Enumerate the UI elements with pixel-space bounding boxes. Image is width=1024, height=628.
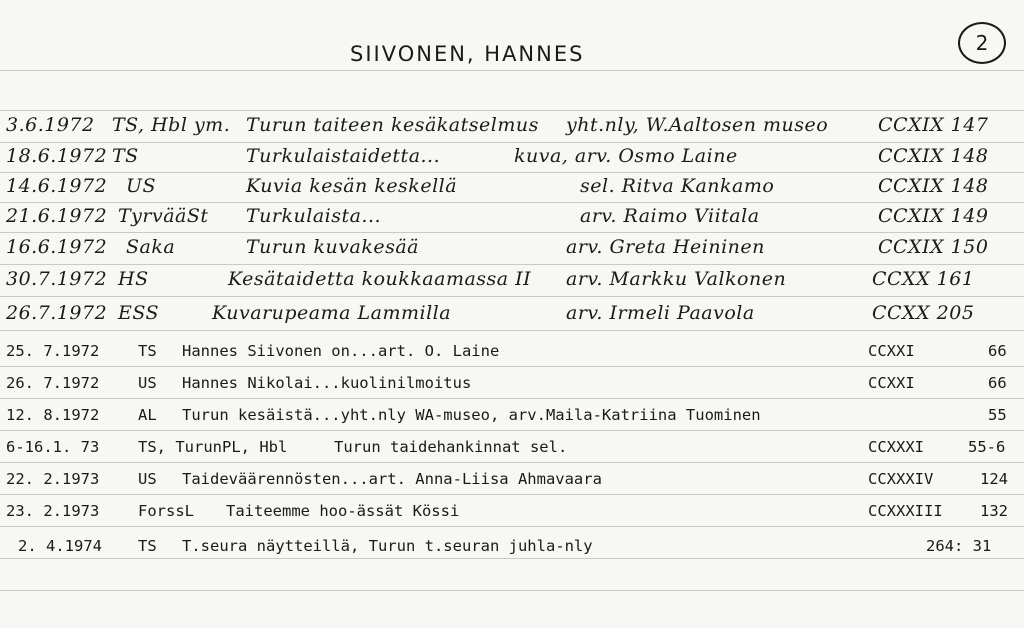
entry-title: Kuvia kesän keskellä <box>246 175 458 197</box>
ruled-line <box>0 70 1024 71</box>
ruled-line <box>0 330 1024 331</box>
entry-ref: CCXX 161 <box>872 268 975 290</box>
ruled-line <box>0 558 1024 559</box>
entry-date: 14.6.1972 <box>6 175 108 197</box>
entry-ref: CCXIX 149 <box>878 205 989 227</box>
entry-date: 25. 7.1972 <box>6 342 100 360</box>
ruled-line <box>0 366 1024 367</box>
entry-date: 18.6.1972 <box>6 145 108 167</box>
entry-date: 30.7.1972 <box>6 268 108 290</box>
entry-page: 66 <box>988 374 1007 392</box>
card-number <box>958 22 1006 64</box>
entry-source: ForssL <box>138 502 194 520</box>
ruled-line <box>0 398 1024 399</box>
entry-page: 66 <box>988 342 1007 360</box>
card-title: SIIVONEN, HANNES <box>350 42 585 66</box>
entry-title: Hannes Nikolai...kuolinilmoitus <box>182 374 472 392</box>
entry-ref: CCXX 205 <box>872 302 975 324</box>
entry-title: Turun kuvakesää <box>246 236 419 258</box>
ruled-line <box>0 526 1024 527</box>
ruled-line <box>0 202 1024 203</box>
entry-ref: CCXXXIII <box>868 502 943 520</box>
entry-date: 26. 7.1972 <box>6 374 100 392</box>
entry-source: US <box>138 374 157 392</box>
entry-ref: CCXIX 148 <box>878 175 989 197</box>
entry-source: TyrvääSt <box>118 205 209 227</box>
entry-source: TS <box>138 537 157 555</box>
ruled-line <box>0 494 1024 495</box>
entry-title: Turkulaista... <box>246 205 382 227</box>
entry-date: 26.7.1972 <box>6 302 108 324</box>
ruled-line <box>0 142 1024 143</box>
entry-page: 55-6 <box>968 438 1006 456</box>
ruled-line <box>0 232 1024 233</box>
entry-title: T.seura näytteillä, Turun t.seuran juhla-nly <box>182 537 593 555</box>
card-number-label: 2 <box>975 31 989 55</box>
entry-ref: CCXIX 150 <box>878 236 989 258</box>
entry-ref: CCXXXI <box>868 438 924 456</box>
entry-page: 264: 31 <box>926 537 992 555</box>
entry-title: Kesätaidetta koukkaamassa II <box>228 268 532 290</box>
entry-note: yht.nly, W.Aaltosen museo <box>566 114 829 136</box>
entry-date: 21.6.1972 <box>6 205 108 227</box>
entry-ref: CCXXI <box>868 374 915 392</box>
entry-title: Taideväärennösten...art. Anna-Liisa Ahmavaara <box>182 470 602 488</box>
entry-date: 6-16.1. 73 <box>6 438 100 456</box>
entry-title: Turun taidehankinnat sel. <box>334 438 568 456</box>
ruled-line <box>0 110 1024 111</box>
ruled-line <box>0 430 1024 431</box>
entry-source: AL <box>138 406 157 424</box>
ruled-line <box>0 590 1024 591</box>
entry-date: 2. 4.1974 <box>18 537 102 555</box>
entry-note: arv. Markku Valkonen <box>566 268 787 290</box>
entry-date: 3.6.1972 <box>6 114 95 136</box>
entry-date: 23. 2.1973 <box>6 502 100 520</box>
entry-title: Kuvarupeama Lammilla <box>212 302 452 324</box>
entry-date: 16.6.1972 <box>6 236 108 258</box>
entry-page: 124 <box>980 470 1008 488</box>
entry-source: US <box>126 175 157 197</box>
entry-date: 22. 2.1973 <box>6 470 100 488</box>
entry-note: arv. Irmeli Paavola <box>566 302 755 324</box>
entry-source: HS <box>118 268 149 290</box>
entry-source: TS <box>138 342 157 360</box>
entry-date: 12. 8.1972 <box>6 406 100 424</box>
entry-page: 132 <box>980 502 1008 520</box>
entry-ref: CCXIX 148 <box>878 145 989 167</box>
entry-note: kuva, arv. Osmo Laine <box>514 145 738 167</box>
entry-page: 55 <box>988 406 1007 424</box>
entry-source: TS, Hbl ym. <box>112 114 231 136</box>
entry-ref: CCXXXIV <box>868 470 934 488</box>
entry-title: Turun kesäistä...yht.nly WA-museo, arv.Maila-Katriina Tuominen <box>182 406 761 424</box>
ruled-line <box>0 296 1024 297</box>
entry-source: US <box>138 470 157 488</box>
ruled-line <box>0 264 1024 265</box>
entry-title: Hannes Siivonen on...art. O. Laine <box>182 342 500 360</box>
entry-note: arv. Greta Heininen <box>566 236 765 258</box>
entry-ref: CCXXI <box>868 342 915 360</box>
entry-title: Turkulaistaidetta... <box>246 145 441 167</box>
entry-note: sel. Ritva Kankamo <box>580 175 775 197</box>
ruled-line <box>0 462 1024 463</box>
entry-ref: CCXIX 147 <box>878 114 989 136</box>
ruled-line <box>0 172 1024 173</box>
entry-source: ESS <box>118 302 160 324</box>
entry-source: TS <box>112 145 139 167</box>
entry-note: arv. Raimo Viitala <box>580 205 760 227</box>
entry-source: Saka <box>126 236 176 258</box>
entry-title: Taiteemme hoo-ässät Kössi <box>226 502 460 520</box>
entry-source: TS, TurunPL, Hbl <box>138 438 288 456</box>
entry-title: Turun taiteen kesäkatselmus <box>246 114 539 136</box>
